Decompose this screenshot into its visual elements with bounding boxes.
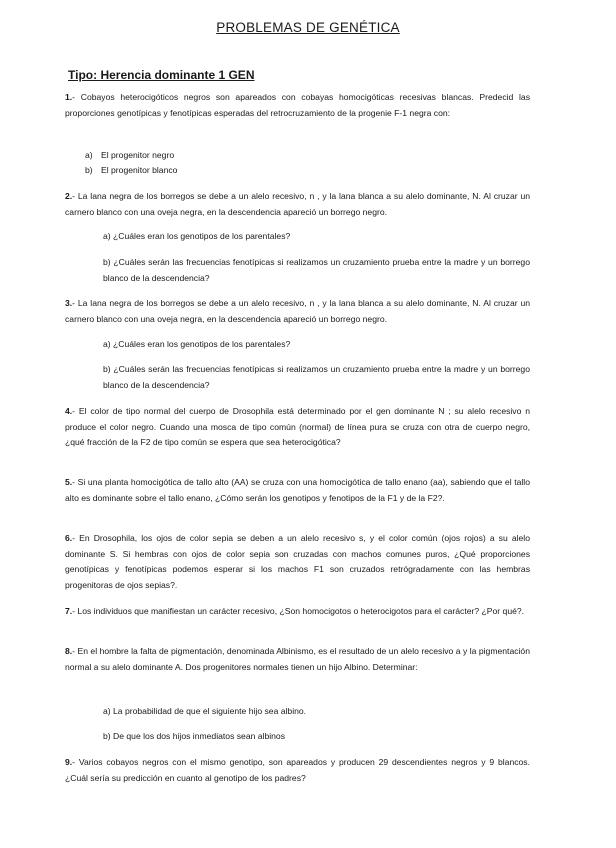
problem-text: - La lana negra de los borregos se debe a un alelo recesivo, n , y la lana blanca a su alelo dominante, N. Al cruzar un carnero blanco con una oveja negra, en la descendencia apareció un borrego negro. [65,298,530,324]
problem-7 [65,604,530,620]
problem-5 [65,475,530,506]
problem-2 [65,189,530,220]
problem-number: 2. [65,191,73,201]
problem-number: 3. [65,298,73,308]
problem-1 [65,90,530,121]
problem-8-sub-a: a) La probabilidad de que el siguiente hijo sea albino. [103,706,307,716]
problem-number: 5. [65,477,73,487]
option-letter: a) [85,150,93,160]
problem-3-sub-a: a) ¿Cuáles eran los genotipos de los parentales? [103,339,291,349]
problem-number: 4. [65,406,73,416]
problem-2-sub-b: b) ¿Cuáles serán las frecuencias fenotípicas si realizamos un cruzamiento prueba entre la madre y un borrego blanco de la descendencia? [103,257,530,283]
page-title: PROBLEMAS DE GENÉTICA [216,20,400,35]
problem-number: 8. [65,646,73,656]
problem-number: 9. [65,757,73,767]
problem-text: - Varios cobayos negros con el mismo genotipo, son apareados y producen 29 descendientes negros y 9 blancos. ¿Cuál sería su predicción en cuanto al genotipo de los padres? [65,757,530,783]
problem-text: - La lana negra de los borregos se debe a un alelo recesivo, n , y la lana blanca a su alelo dominante, N. Al cruzar un carnero blanco con una oveja negra, en la descendencia apareció un borrego negro. [65,191,530,217]
option-letter: b) [85,165,93,175]
problem-3 [65,296,530,327]
problem-text: - Cobayos heterocigóticos negros son apareados con cobayas homocigóticas recesivas blancas. Predecid las proporciones genotípicas y fenotípicas esperadas del retrocruzamiento de la progenie F-1 negra con: [65,92,530,118]
problem-text: - El color de tipo normal del cuerpo de Drosophila está determinado por el gen dominante N ; su alelo recesivo n produce el color negro. Cuando una mosca de tipo común (normal) de línea pura se cruza con otra de cuerpo negro, ¿qué fracción de la F2 de tipo común se espera que sea heterocigótica? [65,406,530,448]
problem-number: 6. [65,533,73,543]
problem-1-option-b [85,163,177,179]
problem-text: - En el hombre la falta de pigmentación, denominada Albinismo, es el resultado de un alelo recesivo a y la pigmentación normal a su alelo dominante A. Dos progenitores normales tienen un hijo Albino. Determinar: [65,646,530,672]
problem-text: - Si una planta homocigótica de tallo alto (AA) se cruza con una homocigótica de tallo enano (aa), sabiendo que el tallo alto es dominante sobre el tallo enano, ¿Cómo serán los genotipos y fenotipos de la F1 y de la F2?. [65,477,530,503]
section-heading: Tipo: Herencia dominante 1 GEN [68,68,255,82]
problem-8-sub-b: b) De que los dos hijos inmediatos sean albinos [103,731,286,741]
problem-number: 1. [65,92,73,102]
problem-number: 7. [65,606,73,616]
problem-text: - En Drosophila, los ojos de color sepia se deben a un alelo recesivo s, y el color común (ojos rojos) a su alelo dominante S. Si hembras con ojos de color sepia son cruzadas con machos comunes puros, ¿Qué proporciones genotípicas y fenotípicas podemos esperar si los machos F1 son cruzados retrógradamente con las hembras progenitoras de ojos sepias?. [65,533,530,590]
option-text: El progenitor blanco [101,165,178,175]
problem-9 [65,755,530,786]
problem-6 [65,531,530,593]
problem-2-sub-a: a) ¿Cuáles eran los genotipos de los parentales? [103,231,291,241]
option-text: El progenitor negro [101,150,175,160]
problem-4 [65,404,530,451]
problem-1-option-a [85,148,174,164]
problem-8 [65,644,530,675]
problem-3-sub-b: b) ¿Cuáles serán las frecuencias fenotípicas si realizamos un cruzamiento prueba entre la madre y un borrego blanco de la descendencia? [103,364,530,390]
problem-text: - Los individuos que manifiestan un carácter recesivo, ¿Son homocigotos o heterocigotos para el carácter? ¿Por qué?. [72,606,525,616]
